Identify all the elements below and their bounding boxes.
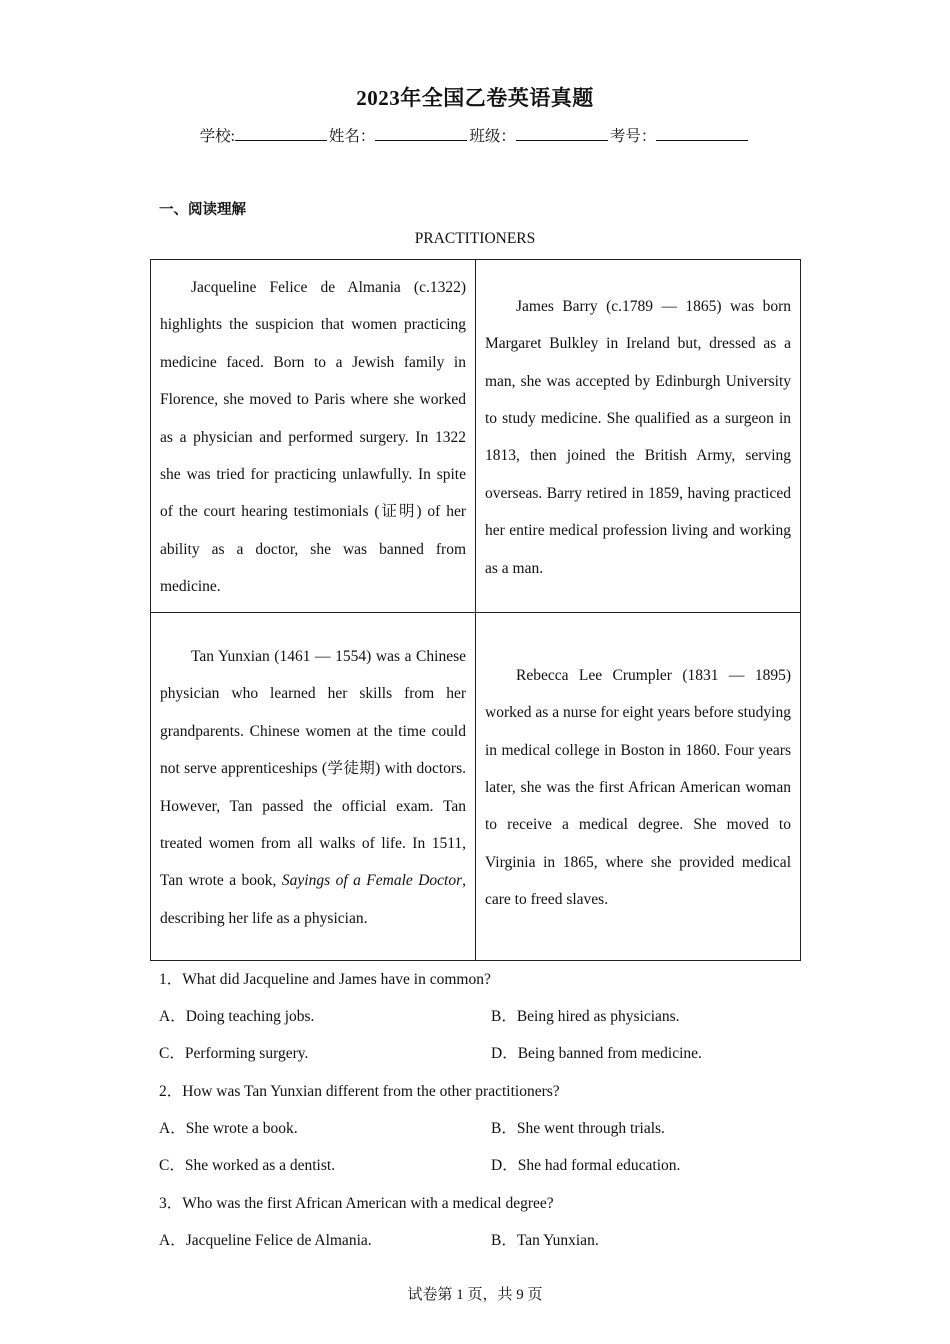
tan-text-2: , describing her life as a physician. xyxy=(160,872,466,927)
passage-title: PRACTITIONERS xyxy=(414,230,536,247)
class-label: 班级： xyxy=(469,128,516,145)
cell-james-barry: James Barry (c.1789 — 1865) was born Margaret Bulkley in Ireland but, dressed as a man, she was accepted by Edinburgh University to study medicine. She qualified as a surgeon in 1813, then joined the British Army, serving overseas. Barry retired in 1859, having practiced her entire medical profession living and working as a man. xyxy=(476,260,801,613)
page-title: 2023年全国乙卷英语真题 xyxy=(356,86,594,110)
cell-rebecca-crumpler: Rebecca Lee Crumpler (1831 — 1895) worked as a nurse for eight years before studying in medical college in Boston in 1860. Four years later, she was the first African American woman to receive a medical degree. She moved to Virginia in 1865, where she provided medical care to freed slaves. xyxy=(476,612,801,960)
question-3-stem: 3．Who was the first African American with a medical degree? xyxy=(159,1195,554,1212)
section-heading: 一、阅读理解 xyxy=(159,202,246,218)
name-blank xyxy=(375,126,467,141)
practitioners-table xyxy=(150,259,801,961)
question-1-option-d: D．Being banned from medicine. xyxy=(491,1045,702,1062)
cell-tan-yunxian xyxy=(151,612,476,960)
tan-book-title: Sayings of a Female Doctor xyxy=(281,872,463,890)
question-1-option-b: B．Being hired as physicians. xyxy=(491,1008,680,1025)
question-1-option-a: A．Doing teaching jobs. xyxy=(159,1008,315,1025)
school-blank xyxy=(235,126,327,141)
exam-no-blank xyxy=(656,126,748,141)
page-footer: 试卷第 1 页，共 9 页 xyxy=(407,1287,543,1303)
name-label: 姓名： xyxy=(328,128,376,145)
question-3-option-a: A．Jacqueline Felice de Almania. xyxy=(159,1232,372,1249)
tan-text-1: Tan Yunxian (1461 — 1554) was a Chinese physician who learned her skills from her grandparents. Chinese women at the time could not serve apprenticeships (学徒期) with doctors. However, Tan passed the official exam. Tan treated women from all walks of life. In 1511, Tan wrote a book, xyxy=(160,648,466,890)
question-2-option-d: D．She had formal education. xyxy=(491,1157,681,1174)
question-2-option-c: C．She worked as a dentist. xyxy=(159,1157,336,1174)
question-2-option-a: A．She wrote a book. xyxy=(159,1120,298,1137)
question-3-option-b: B．Tan Yunxian. xyxy=(491,1232,599,1249)
question-1-stem: 1．What did Jacqueline and James have in common? xyxy=(159,971,491,988)
school-label: 学校: xyxy=(199,128,235,145)
question-2-option-b: B．She went through trials. xyxy=(491,1120,665,1137)
question-1-option-c: C．Performing surgery. xyxy=(159,1045,309,1062)
cell-jacqueline: Jacqueline Felice de Almania (c.1322) highlights the suspicion that women practicing medicine faced. Born to a Jewish family in Florence, she moved to Paris where she worked as a physician and performed surgery. In 1322 she was tried for practicing unlawfully. In spite of the court hearing testimonials (证明) of her ability as a doctor, she was banned from medicine. xyxy=(151,260,476,613)
exam-no-label: 考号： xyxy=(609,128,657,145)
question-2-stem: 2．How was Tan Yunxian different from the other practitioners? xyxy=(159,1083,560,1100)
student-info-line xyxy=(0,124,950,146)
class-blank xyxy=(516,126,608,141)
